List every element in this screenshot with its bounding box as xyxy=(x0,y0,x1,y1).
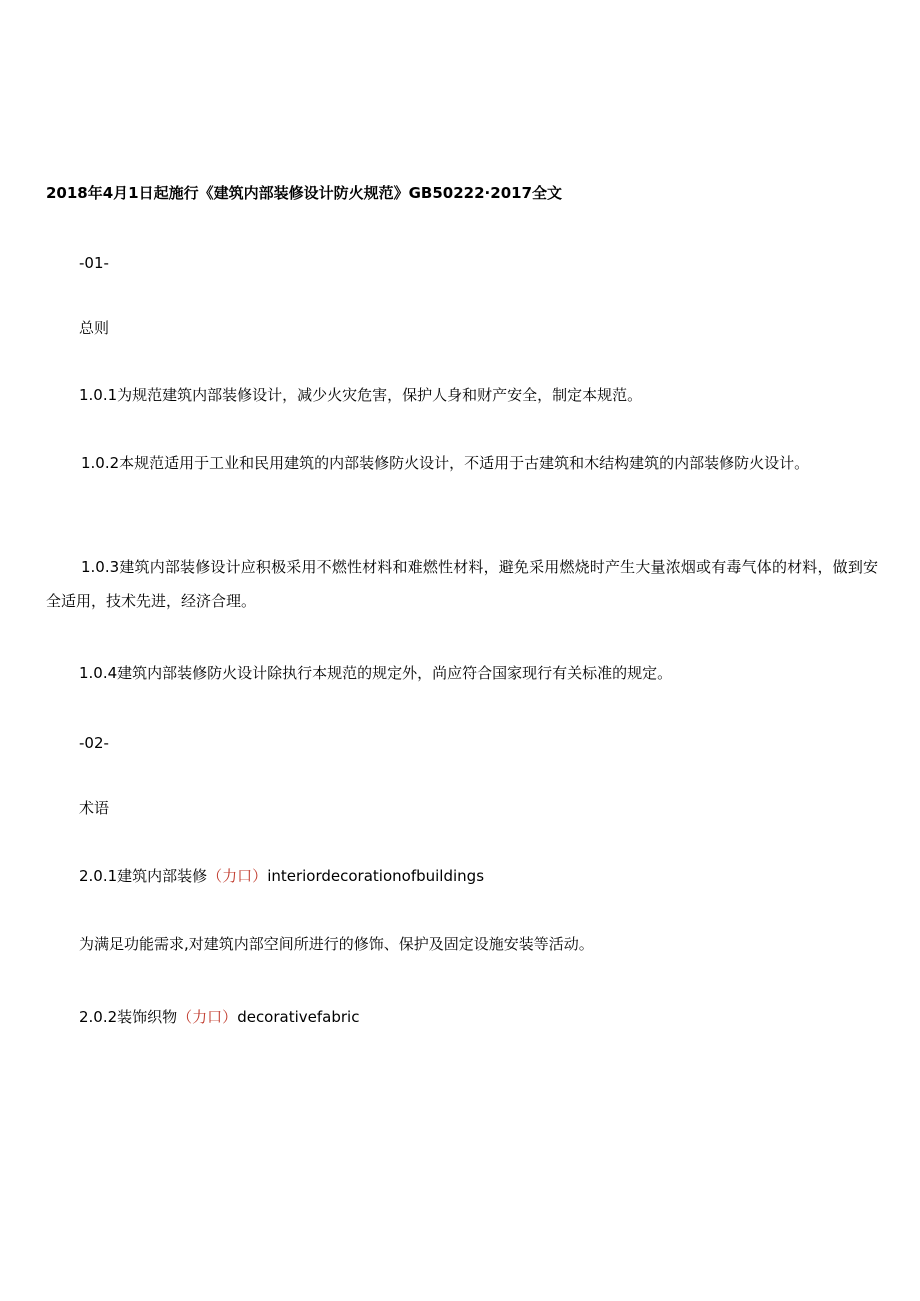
clause-1-0-4: 1.0.4建筑内部装修防火设计除执行本规范的规定外，尚应符合国家现行有关标准的规定。 xyxy=(79,664,673,682)
section-number-02: -02- xyxy=(79,734,109,752)
term-2-0-2-code: 2.0.2装饰织物 xyxy=(79,1008,178,1026)
term-2-0-1-code: 2.0.1建筑内部装修 xyxy=(79,867,208,885)
term-2-0-1-note: （力口） xyxy=(207,867,268,885)
term-2-0-2-english: decorativefabric xyxy=(237,1008,360,1026)
term-2-0-2-note: （力口） xyxy=(177,1008,238,1026)
term-2-0-1-english: interiordecorationofbuildings xyxy=(267,867,485,885)
section-heading-general: 总则 xyxy=(79,319,110,337)
clause-1-0-2: 1.0.2本规范适用于工业和民用建筑的内部装修防火设计，不适用于古建筑和木结构建筑的内部装修防火设计。 xyxy=(81,454,810,472)
document-title: 2018年4月1日起施行《建筑内部装修设计防火规范》GB50222·2017全文 xyxy=(46,184,563,202)
term-2-0-1-definition: 为满足功能需求,对建筑内部空间所进行的修饰、保护及固定设施安装等活动。 xyxy=(79,935,594,953)
section-number-01: -01- xyxy=(79,254,109,272)
term-2-0-2 xyxy=(79,1007,359,1027)
clause-1-0-3: 1.0.3建筑内部装修设计应积极采用不燃性材料和难燃性材料，避免采用燃烧时产生大量浓烟或有毒气体的材料，做到安全适用，技术先进，经济合理。 xyxy=(46,558,878,610)
term-2-0-1 xyxy=(79,866,484,886)
clause-1-0-1: 1.0.1为规范建筑内部装修设计，减少火灾危害，保护人身和财产安全，制定本规范。 xyxy=(79,386,643,404)
section-heading-terms: 术语 xyxy=(79,799,110,817)
